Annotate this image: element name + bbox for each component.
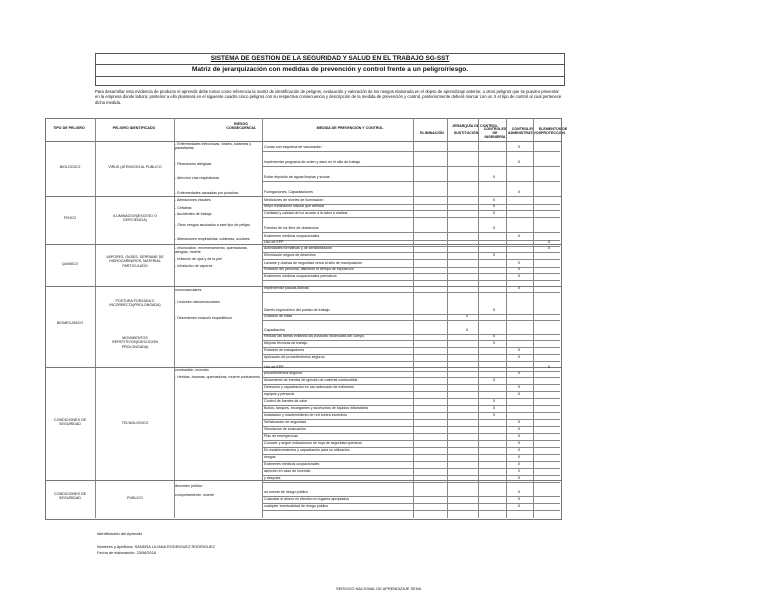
document-subtitle: Matriz de jerarquización con medidas de prevención y control frente a un peligro/riesgo.: [95, 64, 565, 77]
measure-text: Rotación del personal, disminuir el tiempo de exposición: [264, 267, 354, 271]
category-quimico: QUIMICO: [61, 262, 79, 266]
category-fisico: FISICO: [63, 216, 77, 220]
measure-text: y después: [264, 476, 281, 480]
measure-text: Fuentes de luz libre de obstáculos: [264, 226, 319, 230]
measure-text: Mediciones de niveles de iluminación: [264, 198, 324, 202]
control-mark: X: [517, 441, 521, 445]
consequence: - Irritación de ojos y de la piel: [175, 257, 222, 261]
measure-text: cualquier eventualidad de riesgo público: [264, 504, 329, 508]
measure-text: Instalación y mantenimiento de red contra incendios: [264, 413, 347, 417]
measure-row-line: [262, 151, 560, 152]
measure-text: Señalización de seguridad: [264, 420, 307, 424]
consequence: neurovasculares: [175, 288, 202, 292]
consequence: - Inhalación de vapores: [175, 264, 213, 268]
control-mark: X: [517, 286, 521, 290]
measure-text: un evento de riesgo público: [264, 490, 308, 494]
measure-row-line: [262, 217, 560, 218]
measure-text: Diseño ergonómico del puesto de trabajo: [264, 308, 330, 312]
measure-text: Evitar depósito de aguas limpias y sucias: [264, 175, 330, 179]
control-mark: X: [517, 448, 521, 452]
measure-text: procedimientos seguros: [264, 371, 303, 375]
measure-text: Detección y capacitación en uso adecuado de extintores: [264, 385, 354, 389]
control-mark: X: [492, 399, 496, 403]
measure-text: Conocer y seguir indicaciones de hoja de seguridad químicos: [264, 441, 362, 445]
measure-row-line: [262, 292, 560, 293]
header-medida: MEDIDA DE PREVENCIÓN Y CONTROL: [316, 126, 384, 130]
category-condiciones-2: CONDICIONES DE SEGURIDAD: [53, 492, 87, 501]
control-mark: X: [517, 348, 521, 352]
measure-row-line: [262, 320, 560, 321]
footer-name: Nombres y Apellidos: SANDRA LILIANA RODRIGUEZ RODRIGUEZ: [97, 544, 215, 549]
control-mark: X: [517, 261, 521, 265]
measure-text: Control de fuentes de calor: [264, 399, 308, 403]
control-mark: X: [517, 392, 521, 396]
control-mark: X: [517, 497, 521, 501]
measure-text: Implementar programa de orden y aseo en el sitio de trabajo: [264, 160, 361, 164]
consequence: - Otros riesgos asociados a este tipo de peligro: [175, 223, 251, 227]
control-mark: X: [492, 334, 496, 338]
control-mark: X: [517, 274, 521, 278]
control-mark: X: [492, 413, 496, 417]
measure-text: Reducir las tareas evitando las posturas incómodas del cuerpo: [264, 334, 365, 338]
consequence: - Alteraciones respiratorias, cutáneas, oculares: [175, 237, 250, 241]
measure-text: Actividades formativas y de sensibilización: [264, 246, 332, 250]
control-mark: X: [547, 240, 551, 244]
measure-text: Aislamiento de fuentes de ignición de material combustible: [264, 378, 358, 382]
control-mark: X: [517, 462, 521, 466]
col-line-5: [447, 118, 448, 518]
measure-text: Plan de emergencias: [264, 434, 298, 438]
measure-row-line: [262, 361, 560, 362]
measure-row-line: [262, 166, 560, 167]
control-mark: X: [517, 385, 521, 389]
control-mark: X: [492, 175, 496, 179]
intro-paragraph: Para desarrollar esta evidencia de producto el aprendiz debe tomar como referencia la matriz de identificación de peligros, evaluación y valoración de los riesgos elaborada en el objeto de aprendizaje anterior, u otros peligros que se pueden presentar en la empresa donde labora; posterior a ello plasmará en el siguiente cuadro cinco peligros con su respectiva consecuencia y descripción de la medida de prevención y control, posteriormente deberá marcar con un X el tipo de control al cual pertenece dicha medida.: [95, 89, 562, 105]
measure-text: Exámenes médicos ocupacionales periódicos: [264, 274, 337, 278]
measure-text: riesgos: [264, 455, 276, 459]
control-mark: X: [517, 267, 521, 271]
measure-text: En establecimientos y capacitación para su utilización: [264, 448, 350, 452]
control-mark: X: [517, 434, 521, 438]
header-riesgo: RIESGO CONSECUENCIA: [226, 122, 256, 131]
measure-text: Contar con esquema de vacunación: [264, 145, 322, 149]
measure-row-line: [262, 196, 560, 197]
control-mark: X: [465, 328, 469, 332]
consequence: desorden público: [175, 484, 203, 488]
header-eliminacion: ELIMINACIÓN: [420, 131, 444, 135]
measure-row-line: [262, 181, 560, 182]
control-mark: X: [492, 253, 496, 257]
control-mark: X: [517, 490, 521, 494]
measure-text: Rotación de trabajadores: [264, 348, 305, 352]
consequence: - Accidentes de trabajo: [175, 212, 212, 216]
header-jerarquia: JERARQUÍA DE CONTROL: [452, 124, 498, 128]
consequence: comportamiento, muerte: [175, 493, 214, 497]
category-biologico: BIOLOGICO: [59, 165, 81, 169]
danger-movimientos: MOVIMIENTOS REPETITIVOS(EJECUCION PROLONGADA): [112, 336, 158, 349]
footer-id-label: Identificación del Aprendiz: [97, 531, 143, 536]
col-line-7: [506, 118, 507, 518]
header-administrativos: CONTROLES ADMINISTRATIVOS: [508, 127, 542, 136]
measure-row-line: [262, 482, 560, 483]
measure-text: Lavarse y duchas de seguridad cerca al sitio de manipulación: [264, 261, 363, 265]
col-line-4: [413, 118, 414, 518]
measure-text: Implementar pausas activas: [264, 286, 309, 290]
control-mark: X: [517, 504, 521, 508]
consequence: - Afección vías respiratorias: [175, 176, 220, 180]
measure-text: Mejorar técnicas de trabajo: [264, 341, 308, 345]
control-mark: X: [517, 371, 521, 375]
consequence: - Cefaleas: [175, 206, 192, 210]
control-mark: X: [517, 476, 521, 480]
measure-text: Fumigaciones, Capacitaciones: [264, 190, 313, 194]
consequence: - Reacciones alérgicas: [175, 162, 212, 166]
control-mark: X: [517, 190, 521, 194]
danger-tecnologico: TECNOLOGICO: [121, 421, 149, 425]
danger-publico: PUBLICO: [127, 496, 143, 500]
danger-vapores: VAPORES, GASES, DERRAME DE HIDROCARBUROS, MATERIAL PARTICULADO: [106, 255, 164, 268]
header-ingenieria: CONTROLES DE INGENIERÍA: [483, 127, 507, 140]
measure-text: Eliminación segura de desechos: [264, 253, 316, 257]
footer-date: Fecha de elaboración: 23/06/2016: [97, 550, 157, 555]
measure-text: equipos y personal: [264, 392, 295, 396]
col-line-8: [533, 118, 534, 518]
consequence: - Desórdenes músculo esqueléticos: [175, 316, 232, 320]
control-mark: X: [517, 455, 521, 459]
control-mark: X: [547, 246, 551, 250]
consequence: combustión, incendio: [175, 368, 209, 372]
control-mark: X: [517, 355, 521, 359]
control-mark: X: [492, 308, 496, 312]
control-mark: X: [492, 198, 496, 202]
measure-text: Exámenes médicos ocupacionales: [264, 462, 320, 466]
measure-text: Dotación de sillas: [264, 314, 293, 318]
control-mark: X: [517, 469, 521, 473]
measure-row-line: [262, 232, 560, 233]
header-proteccion: ELEMENTOS DE PROTECCIÓN: [538, 127, 568, 136]
category-condiciones: CONDICIONES DE SEGURIDAD: [53, 418, 87, 427]
danger-virus: VIRUS (ATENCION AL PUBLICO: [108, 165, 162, 169]
measure-text: Uso de EPP: [264, 365, 284, 369]
control-mark: X: [517, 160, 521, 164]
measure-text: Cantidad y calidad de luz acorde a la labor a realizar: [264, 211, 348, 215]
blank-row: [95, 77, 565, 86]
category-biomecanico: BIOMECANICO: [56, 321, 84, 325]
header-divider: [45, 141, 561, 142]
footer-sena: SERVICIO NACIONAL DE APRENDIZAJE SENA: [336, 586, 422, 591]
measure-text: Simulacros de evacuación: [264, 427, 306, 431]
document-title: SISTEMA DE GESTION DE LA SEGURIDAD Y SALUD EN EL TRABAJO SG-SST: [95, 53, 565, 65]
control-mark: X: [492, 211, 496, 215]
measure-text: Aplicación de procedimientos seguros: [264, 355, 325, 359]
header-tipo: TIPO DE PELIGRO: [53, 126, 85, 130]
control-mark: X: [492, 226, 496, 230]
control-mark: X: [517, 427, 521, 431]
control-mark: X: [492, 341, 496, 345]
header-peligro: PELIGRO IDENTIFICADO: [112, 126, 156, 130]
measure-text: Capacitación: [264, 328, 285, 332]
control-mark: X: [465, 314, 469, 318]
control-mark: X: [517, 145, 521, 149]
control-mark: X: [547, 365, 551, 369]
consequence: - Intoxicación, envenenamiento, quemaduras, alergias, muerte: [175, 246, 248, 255]
col-line-3: [262, 118, 263, 518]
measure-row-line: [262, 280, 560, 281]
measure-text: Custodiar el dinero en efectivo en lugares apropiados: [264, 497, 350, 501]
measure-row-line: [262, 510, 560, 511]
measure-text: atención en caso de incendio: [264, 469, 311, 473]
control-mark: X: [492, 406, 496, 410]
consequence: - Enfermedades infecciosas, virales, cutaneas y parasitarias.: [175, 142, 252, 151]
consequence: - Lesiones osteomusculares: [175, 300, 220, 304]
consequence: - Alteraciones visuales: [175, 198, 211, 202]
measure-row-line: [262, 259, 560, 260]
control-mark: X: [492, 204, 496, 208]
consequence: - Heridas, traumas, quemaduras, muerte contusiones: [175, 375, 260, 379]
danger-iluminacion: ILUMINACION(EXCESO O DEFICIENCIA): [113, 214, 157, 223]
consequence: - Enfermedades causadas por picadura: [175, 191, 238, 195]
measure-text: Exámenes médicos ocupacionales: [264, 234, 320, 238]
measure-text: Bultos, tanques, recargantes y accesorios de líquidos inflamables: [264, 406, 369, 410]
col-line-6: [478, 118, 479, 518]
control-mark: X: [517, 420, 521, 424]
measure-text: Mejor iluminación natural que artificial: [264, 204, 325, 208]
control-mark: X: [492, 378, 496, 382]
measure-text: Uso de EPP: [264, 240, 284, 244]
col-line-1: [95, 118, 96, 518]
header-sustitucion: SUSTITUCIÓN: [453, 131, 479, 135]
danger-postura: POSTURA FORZADA O INCORRECTA(PROLONGADA): [109, 299, 161, 308]
control-mark: X: [517, 234, 521, 238]
